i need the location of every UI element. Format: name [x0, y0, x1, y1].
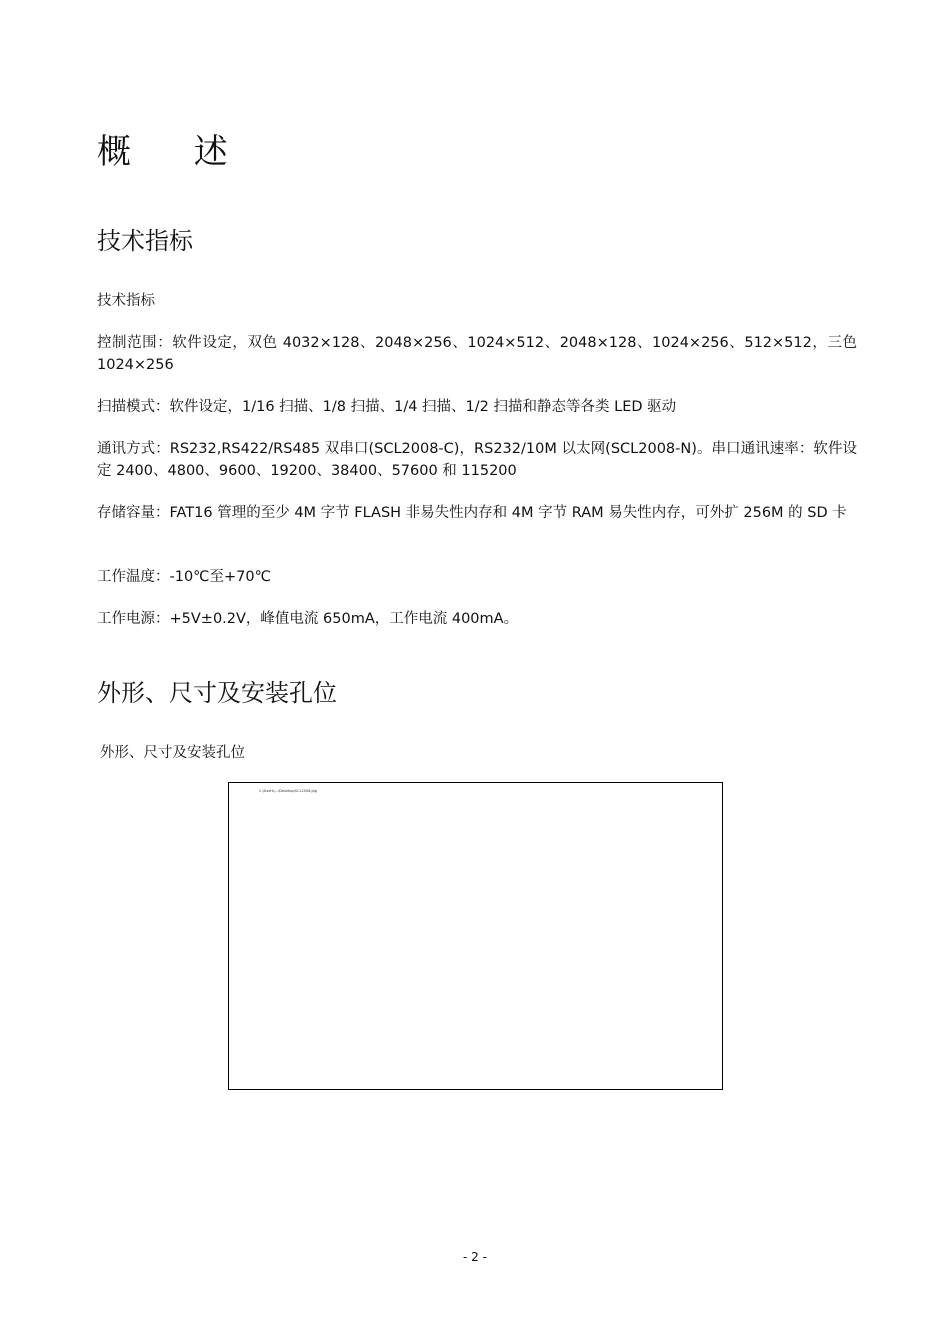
shape-label: 外形、尺寸及安装孔位 [100, 745, 245, 761]
spec-storage: 存储容量：FAT16 管理的至少 4M 字节 FLASH 非易失性内存和 4M 字节 RAM 易失性内存，可外扩 256M 的 SD 卡 [97, 505, 847, 521]
spec-communication: 通讯方式：RS232,RS422/RS485 双串口(SCL2008-C)，RS232/10M 以太网(SCL2008-N)。串口通讯速率：软件设定 2400、4800、9600、19200、38400、57600 和 115200 [97, 441, 857, 479]
page-title: 概 述 [97, 132, 254, 172]
spec-power: 工作电源：+5V±0.2V，峰值电流 650mA，工作电流 400mA。 [97, 611, 519, 627]
page-number: - 2 - [463, 1250, 487, 1264]
dimension-figure-frame [228, 782, 723, 1090]
spec-control-range: 控制范围：软件设定，双色 4032×128、2048×256、1024×512、2048×128、1024×256、512×512，三色 1024×256 [97, 335, 857, 373]
section-heading-spec: 技术指标 [97, 227, 193, 255]
section-heading-shape: 外形、尺寸及安装孔位 [97, 679, 337, 707]
spec-label: 技术指标 [97, 293, 155, 309]
spec-temperature: 工作温度：-10℃至+70℃ [97, 569, 271, 585]
figure-file-path: C:\Users\...\Desktop\SCL2008.jpg [259, 789, 317, 793]
spec-scan-mode: 扫描模式：软件设定，1/16 扫描、1/8 扫描、1/4 扫描、1/2 扫描和静态等各类 LED 驱动 [97, 399, 677, 415]
